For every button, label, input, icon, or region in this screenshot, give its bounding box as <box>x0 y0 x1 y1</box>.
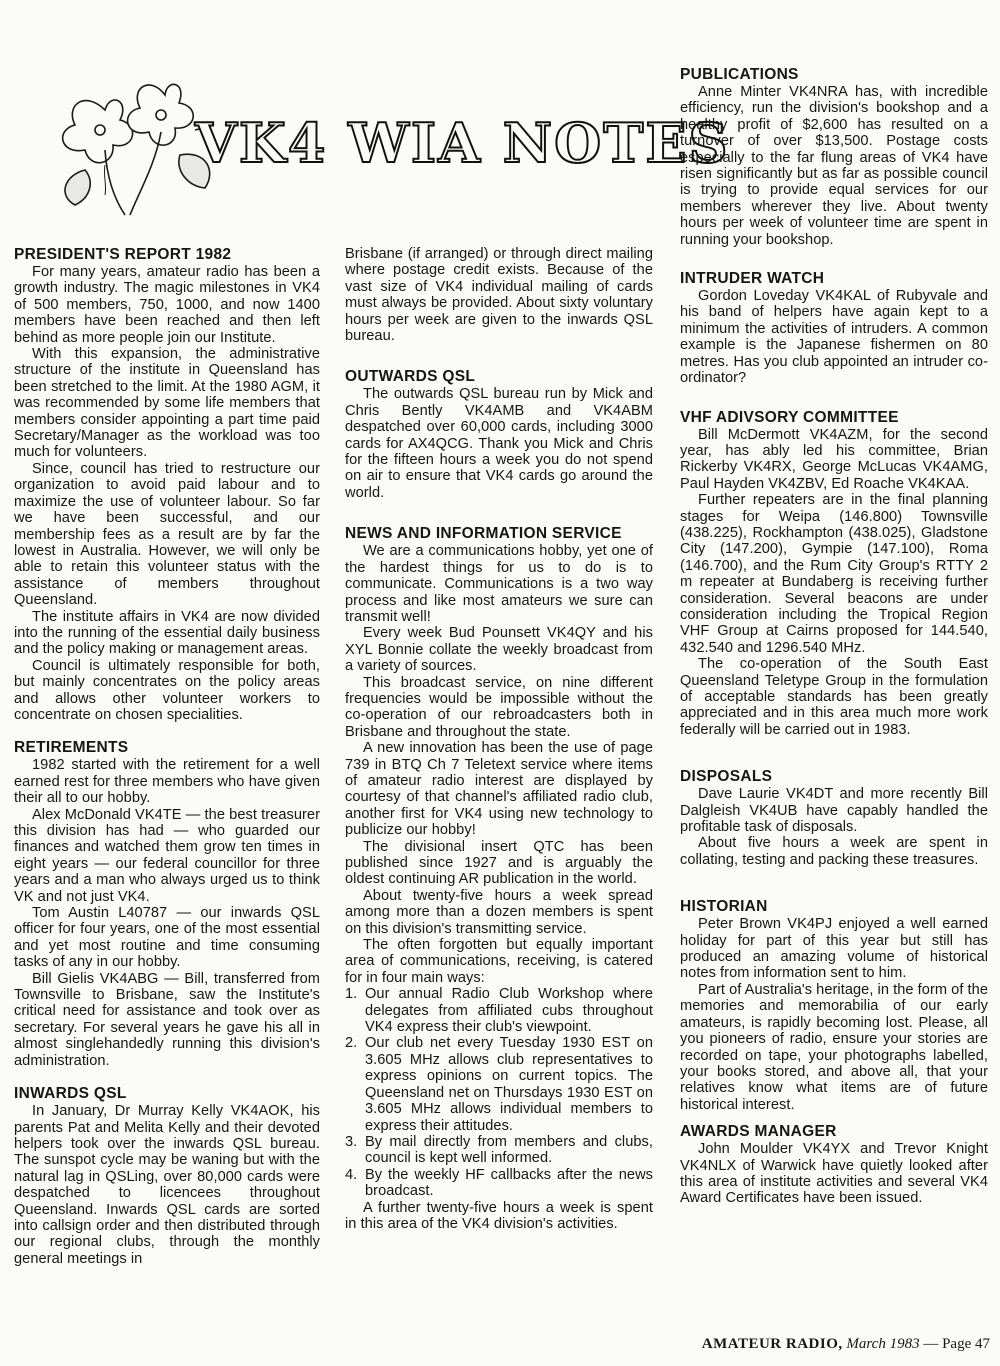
issue-date: March 1983 <box>846 1336 920 1352</box>
paragraph: Peter Brown VK4PJ enjoyed a well earned holiday for part of this year but still has produced an amazing volume of historical notes from information sent to him. <box>680 916 988 982</box>
masthead-title: VK4 WIA NOTES <box>195 111 730 175</box>
paragraph: Alex McDonald VK4TE — the best treasurer this division has had — who guarded our finances and watched them grow ten times in eight years — our federal councillor for three years and a man who always urged us to think VK and not just VK4. <box>14 806 320 905</box>
column-2 <box>345 246 653 1232</box>
paragraph: About five hours a week are spent in collating, testing and packing these treasures. <box>680 835 988 868</box>
disposals-heading: DISPOSALS <box>680 768 773 786</box>
paragraph: About twenty-five hours a week spread among more than a dozen members is spent on this division's transmitting service. <box>345 887 653 937</box>
paragraph: Tom Austin L40787 — our inwards QSL officer for four years, one of the most essential and yet most routine and time consuming tasks of any in our hobby. <box>14 905 320 971</box>
magazine-name: AMATEUR RADIO, <box>701 1336 843 1352</box>
list-item: 1. Our annual Radio Club Workshop where delegates from affiliated cubs throughout VK4 express their club's viewpoint. <box>345 986 653 1036</box>
paragraph: The divisional insert QTC has been published since 1927 and is arguably the oldest continuing AR publication in the world. <box>345 838 653 888</box>
outwards-qsl-heading: OUTWARDS QSL <box>345 368 476 386</box>
paragraph: For many years, amateur radio has been a growth industry. The magic milestones in VK4 of 500 members, 750, 1000, and now 1400 members have been reached and then left behind as more people join our Institute. <box>14 264 320 346</box>
paragraph: Every week Bud Pounsett VK4QY and his XYL Bonnie collate the weekly broadcast from a variety of sources. <box>345 625 653 675</box>
paragraph: Bill Gielis VK4ABG — Bill, transferred from Townsville to Brisbane, saw the Institute's critical need for assistance and took over as secretary. For several years he gave his all in almost singlehandedly running this division's administration. <box>14 970 320 1069</box>
historian-heading: HISTORIAN <box>680 898 768 916</box>
paragraph: Dave Laurie VK4DT and more recently Bill Dalgleish VK4UB have capably handled the profitable task of disposals. <box>680 786 988 836</box>
paragraph: In January, Dr Murray Kelly VK4AOK, his parents Pat and Melita Kelly and their devoted helpers took over the inwards QSL bureau. The sunspot cycle may be waning but with the natural lag in QSLing, over 80,000 cards were despatched to licencees throughout Queensland. Inwards QSL cards are sorted into callsign order and then distributed through our regional clubs, through the monthly general meetings in <box>14 1103 320 1267</box>
news-service-heading: NEWS AND INFORMATION SERVICE <box>345 525 622 543</box>
paragraph: Anne Minter VK4NRA has, with incredible efficiency, run the division's bookshop and a healthy profit of $2,600 has resulted on a turnover of over $13,500. Postage costs especially to the far flung areas of VK4 have risen significantly but as far as possible council is trying to provide equal services for our members wherever they live. About twenty hours per week of volunteer time are spent in running your bookshop. <box>680 84 988 248</box>
publications-heading: PUBLICATIONS <box>680 66 799 83</box>
receiving-methods-list <box>345 986 653 1199</box>
paragraph: Since, council has tried to restructure our organization to avoid paid labour and to maximize the use of volunteer labour. So far we have been successful, and our membership fees as a result are by far the lowest in Australia. However, we will only be able to retain this volunteer status with the assistance of members throughout Queensland. <box>14 460 320 609</box>
paragraph: The outwards QSL bureau run by Mick and Chris Bently VK4AMB and VK4ABM despatched over 60,000 cards, including 3000 cards for AX4QCG. Thank you Mick and Chris for the fifteen hours a week you do not spend on air to ensure that VK4 cards go around the world. <box>345 386 653 501</box>
list-item: 2. Our club net every Tuesday 1930 EST on 3.605 MHz allows club representatives to express opinions on current topics. The Queensland net on Thursdays 1930 EST on 3.605 MHz allows individual members to express their attitudes. <box>345 1035 653 1134</box>
vhf-committee-heading: VHF ADIVSORY COMMITTEE <box>680 408 899 426</box>
paragraph: A new innovation has been the use of page 739 in BTQ Ch 7 Teletext service where items of amateur radio interest are displayed by courtesy of that channel's affiliated radio club, another first for VK4 using new technology to publicize our hobby! <box>345 740 653 839</box>
paragraph: The institute affairs in VK4 are now divided into the running of the essential daily business and the policy making or management areas. <box>14 608 320 658</box>
inwards-qsl-heading: INWARDS QSL <box>14 1085 127 1103</box>
intruder-watch-heading: INTRUDER WATCH <box>680 270 825 288</box>
paragraph: John Moulder VK4YX and Trevor Knight VK4NLX of Warwick have quietly looked after this area of institute activities and several VK4 Award Certificates have been issued. <box>680 1141 988 1207</box>
paragraph: The often forgotten but equally important area of communications, receiving, is catered for in four main ways: <box>345 937 653 986</box>
page-number: — Page 47 <box>923 1336 990 1352</box>
paragraph: This broadcast service, on nine different frequencies would be impossible without the co-operation of our rebroadcasters both in Brisbane and throughout the state. <box>345 674 653 740</box>
masthead-logo <box>45 70 730 220</box>
column-1 <box>14 246 320 1267</box>
column-3 <box>680 66 988 1207</box>
list-item: 4. By the weekly HF callbacks after the news broadcast. <box>345 1166 653 1200</box>
paragraph: Part of Australia's heritage, in the form of the memories and memorabilia of our early amateurs, is rapidly becoming lost. Please, all you pioneers of radio, ensure your stories are recorded on tape, your photographs labelled, your books stored, and above all, that your relatives know what items are of future historical interest. <box>680 981 988 1113</box>
paragraph: 1982 started with the retirement for a well earned rest for three members who have given their all to our hobby. <box>14 757 320 807</box>
paragraph: Further repeaters are in the final planning stages for Weipa (146.800) Townsville (438.225), Rockhampton (438.025), Gladstone City (147.200), Gympie (147.100), Roma (146.700), and the Rum City Group's RTTY 2 m repeater at Bundaberg is receiving further consideration. Several beacons are under consideration including the Tropical Region VHF Group at Cairns proposed for 144.540, 432.540 and 1296.540 MHz. <box>680 492 988 656</box>
paragraph: Gordon Loveday VK4KAL of Rubyvale and his band of helpers have again kept to a minimum the activities of intruders. A common example is the Japanese fishermen on 80 metres. Has you club appointed an intruder co-ordinator? <box>680 288 988 387</box>
awards-manager-heading: AWARDS MANAGER <box>680 1123 837 1141</box>
paragraph: The co-operation of the South East Queensland Teletype Group in the formulation of acceptable standards has been greatly appreciated and in this area much more work federally will be carried out in 1983. <box>680 656 988 738</box>
paragraph: Brisbane (if arranged) or through direct mailing where postage credit exists. Because of the vast size of VK4 individual mailing of cards must always be provided. About sixty voluntary hours per week are given to the inwards QSL bureau. <box>345 246 653 345</box>
paragraph: Council is ultimately responsible for both, but mainly concentrates on the policy areas and allows other volunteer workers to concentrate on chosen specialities. <box>14 657 320 723</box>
paragraph: Bill McDermott VK4AZM, for the second year, has ably led his committee, Brian Rickerby VK4RX, George McLucas VK4AMG, Paul Hayden VK4ZBV, Ed Roache VK4KAA. <box>680 426 988 492</box>
presidents-report-heading: PRESIDENT'S REPORT 1982 <box>14 246 232 263</box>
list-item: 3. By mail directly from members and clubs, council is kept well informed. <box>345 1133 653 1167</box>
violet-flower-illustration <box>63 84 213 215</box>
retirements-heading: RETIREMENTS <box>14 739 129 757</box>
paragraph: With this expansion, the administrative structure of the institute in Queensland has been stretched to the limit. At the 1980 AGM, it was recommended by some life members that members consider appointing a part time paid Secretary/Manager as the workload was too much for volunteers. <box>14 346 320 461</box>
page-footer <box>672 1336 990 1353</box>
paragraph: We are a communications hobby, yet one of the hardest things for us to do is to communicate. Communications is a two way process and like most amateurs we sure can transmit well! <box>345 543 653 625</box>
paragraph: A further twenty-five hours a week is spent in this area of the VK4 division's activities. <box>345 1199 653 1232</box>
